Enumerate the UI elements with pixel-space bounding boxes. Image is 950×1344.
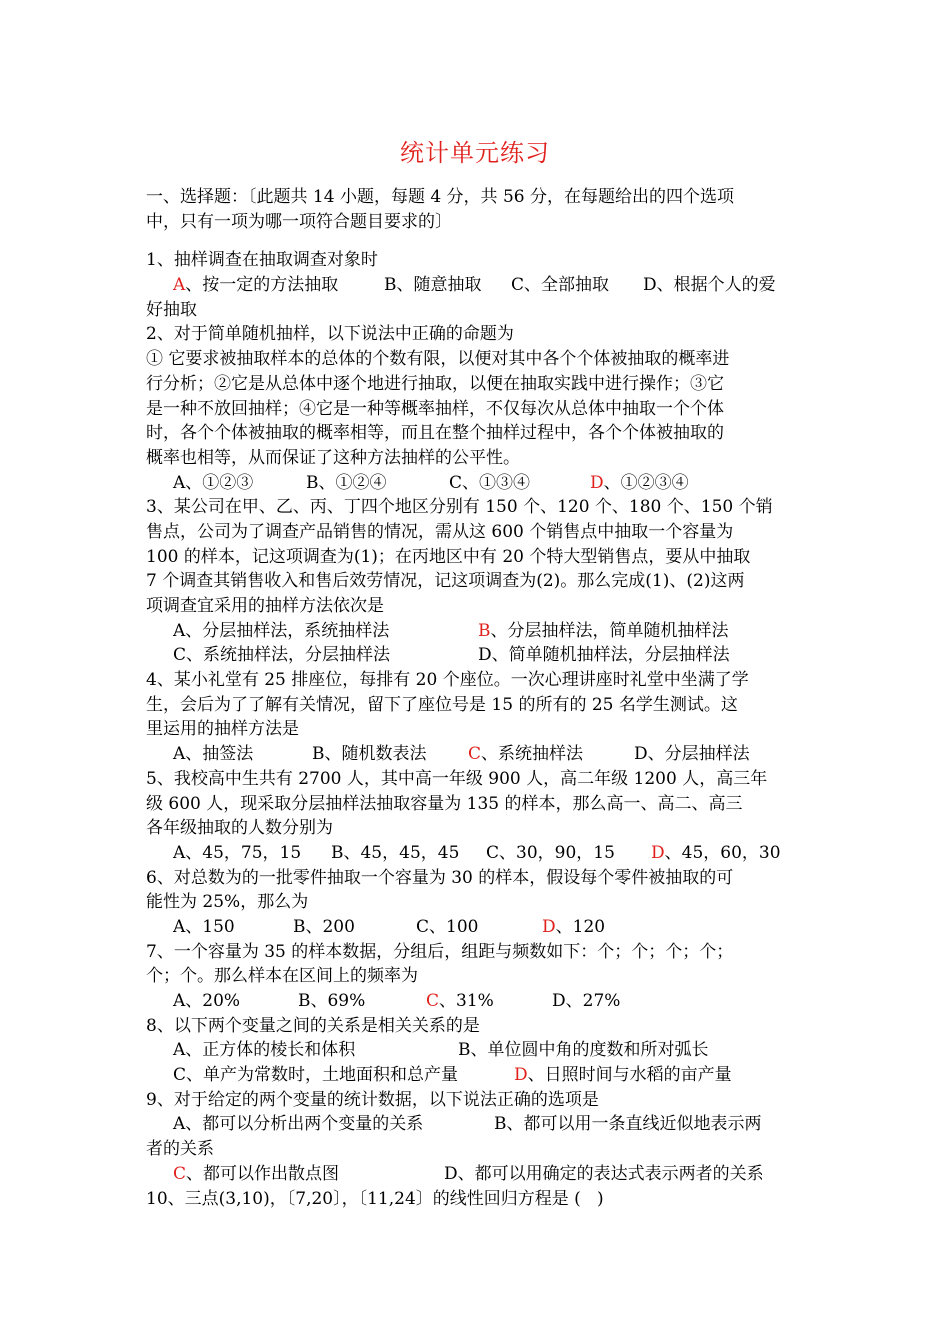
question-8-options-cd (146, 1063, 808, 1088)
option-d: D、27% (552, 991, 621, 1011)
option-a: A、抽签法 (173, 744, 254, 765)
question-3-text: 100 的样本，记这项调查为(1)；在丙地区中有 20 个特大型销售点，要从中抽取 (146, 546, 751, 567)
answer-letter: B (478, 620, 491, 641)
option-c: C、系统抽样法 (468, 744, 584, 765)
option-c: C、①③④ (449, 472, 531, 493)
question-3-options-cd (146, 643, 808, 668)
question-2-text: 是一种不放回抽样；④它是一种等概率抽样，不仅每次从总体中抽取一个个体 (146, 398, 724, 419)
question-8-options-ab (146, 1038, 808, 1063)
option-c: C、系统抽样法，分层抽样法 (173, 645, 391, 666)
option-c: C、全部抽取 (511, 275, 610, 296)
question-3-text: 7 个调查其销售收入和售后效劳情况，记这项调查为(2)。那么完成(1)、(2)这两 (146, 571, 745, 592)
option-c: C、100 (416, 916, 479, 937)
option-a: A、都可以分析出两个变量的关系 (173, 1114, 424, 1135)
question-9-text: 9、对于给定的两个变量的统计数据，以下说法正确的选项是 (146, 1089, 599, 1110)
question-7-text: 个；个。那么样本在区间上的频率为 (146, 966, 418, 987)
question-6-text: 能性为 25%，那么为 (146, 892, 309, 913)
document-body (146, 185, 808, 1211)
option-b: B、随机数表法 (312, 744, 427, 765)
question-4-text: 4、某小礼堂有 25 排座位，每排有 20 个座位。一次心理讲座时礼堂中坐满了学 (146, 670, 749, 691)
option-c: C、30，90，15 (486, 842, 615, 863)
option-c: C、都可以作出散点图 (173, 1163, 340, 1184)
option-b: B、单位圆中角的度数和所对弧长 (458, 1040, 709, 1061)
question-1-stem: 1、抽样调查在抽取调查对象时 (146, 250, 378, 271)
question-10-text: 10、三点(3,10)，〔7,20〕，〔11,24〕的线性回归方程是 ( ) (146, 1188, 604, 1209)
section-heading: 一、选择题：〔此题共 14 小题，每题 4 分，共 56 分，在每题给出的四个选项 (146, 187, 735, 207)
question-2-text: 行分析；②它是从总体中逐个地进行抽取，以便在抽取实践中进行操作；③它 (146, 373, 724, 394)
question-3-text: 3、某公司在甲、乙、丙、丁四个地区分别有 150 个、120 个、180 个、150 个销 (146, 497, 773, 518)
question-1-options (146, 273, 808, 298)
option-d: D、①②③④ (590, 472, 689, 493)
question-3-options-ab (146, 619, 808, 644)
option-c: C、单产为常数时，土地面积和总产量 (173, 1065, 459, 1086)
question-4-text: 里运用的抽样方法是 (146, 719, 299, 740)
option-b: B、都可以用一条直线近似地表示两 (494, 1114, 762, 1135)
question-4-options (146, 742, 808, 767)
option-b-cont: 者的关系 (146, 1139, 214, 1160)
answer-letter: D (514, 1065, 528, 1086)
option-d: D、简单随机抽样法，分层抽样法 (478, 645, 730, 666)
question-2-text: 时，各个个体被抽取的概率相等，而且在整个抽样过程中，各个个体被抽取的 (146, 423, 724, 444)
option-a: A、150 (173, 916, 235, 937)
answer-letter: D (651, 842, 665, 863)
question-9-options-ab (146, 1112, 808, 1137)
option-d: D、45，60，30 (651, 842, 781, 863)
answer-letter: C (426, 991, 440, 1011)
option-d: D、都可以用确定的表达式表示两者的关系 (444, 1163, 764, 1184)
question-2-text: 概率也相等，从而保证了这种方法抽样的公平性。 (146, 447, 520, 468)
question-7-text: 7、一个容量为 35 的样本数据，分组后，组距与频数如下：个；个；个；个； (146, 941, 734, 962)
section-heading-cont: 中，只有一项为哪一项符合题目要求的〕 (146, 211, 452, 232)
option-a: A、①②③ (173, 472, 254, 493)
option-a: A、20% (173, 991, 241, 1011)
option-d: D、分层抽样法 (634, 744, 750, 765)
question-2-stem: 2、对于简单随机抽样，以下说法中正确的命题为 (146, 324, 514, 345)
option-d: D、120 (542, 916, 606, 937)
option-b: B、69% (298, 991, 366, 1011)
answer-letter: D (542, 916, 556, 937)
option-b: B、随意抽取 (384, 275, 482, 296)
answer-letter: D (590, 472, 604, 493)
option-a: A、分层抽样法，系统抽样法 (173, 620, 390, 641)
question-4-text: 生，会后为了了解有关情况，留下了座位号是 15 的所有的 25 名学生测试。这 (146, 694, 738, 715)
option-d: D、日照时间与水稻的亩产量 (514, 1065, 732, 1086)
option-c: C、31% (426, 991, 494, 1011)
question-5-text: 各年级抽取的人数分别为 (146, 818, 333, 839)
question-7-options (146, 989, 808, 1014)
answer-letter: A (173, 275, 186, 296)
question-6-text: 6、对总数为的一批零件抽取一个容量为 30 的样本，假设每个零件被抽取的可 (146, 867, 734, 888)
question-2-options (146, 471, 808, 496)
question-2-text: ① 它要求被抽取样本的总体的个数有限，以便对其中各个个体被抽取的概率进 (146, 349, 730, 370)
question-9-options-cd (146, 1162, 808, 1187)
question-6-options (146, 915, 808, 940)
question-8-text: 8、以下两个变量之间的关系是相关关系的是 (146, 1015, 480, 1036)
question-3-text: 项调查宜采用的抽样方法依次是 (146, 596, 384, 616)
option-a: A、45，75，15 (173, 842, 302, 863)
option-a: A、正方体的棱长和体积 (173, 1040, 356, 1061)
page-title: 统计单元练习 (400, 139, 550, 167)
question-3-text: 售点，公司为了调查产品销售的情况，需从这 600 个销售点中抽取一个容量为 (146, 521, 734, 542)
option-b: B、45，45，45 (331, 842, 460, 863)
question-5-options (146, 841, 808, 866)
option-b: B、分层抽样法，简单随机抽样法 (478, 620, 729, 641)
question-5-text: 级 600 人，现采取分层抽样法抽取容量为 135 的样本，那么高一、高二、高三 (146, 793, 743, 814)
option-b: B、①②④ (306, 472, 387, 493)
option-b: B、200 (293, 916, 355, 937)
option-d-cont: 好抽取 (146, 299, 197, 320)
question-5-text: 5、我校高中生共有 2700 人，其中高一年级 900 人，高二年级 1200 人，高三年 (146, 768, 768, 789)
answer-letter: C (173, 1163, 187, 1184)
option-d: D、根据个人的爱 (643, 275, 776, 296)
answer-letter: C (468, 744, 482, 765)
option-a: A、按一定的方法抽取 (173, 275, 339, 296)
